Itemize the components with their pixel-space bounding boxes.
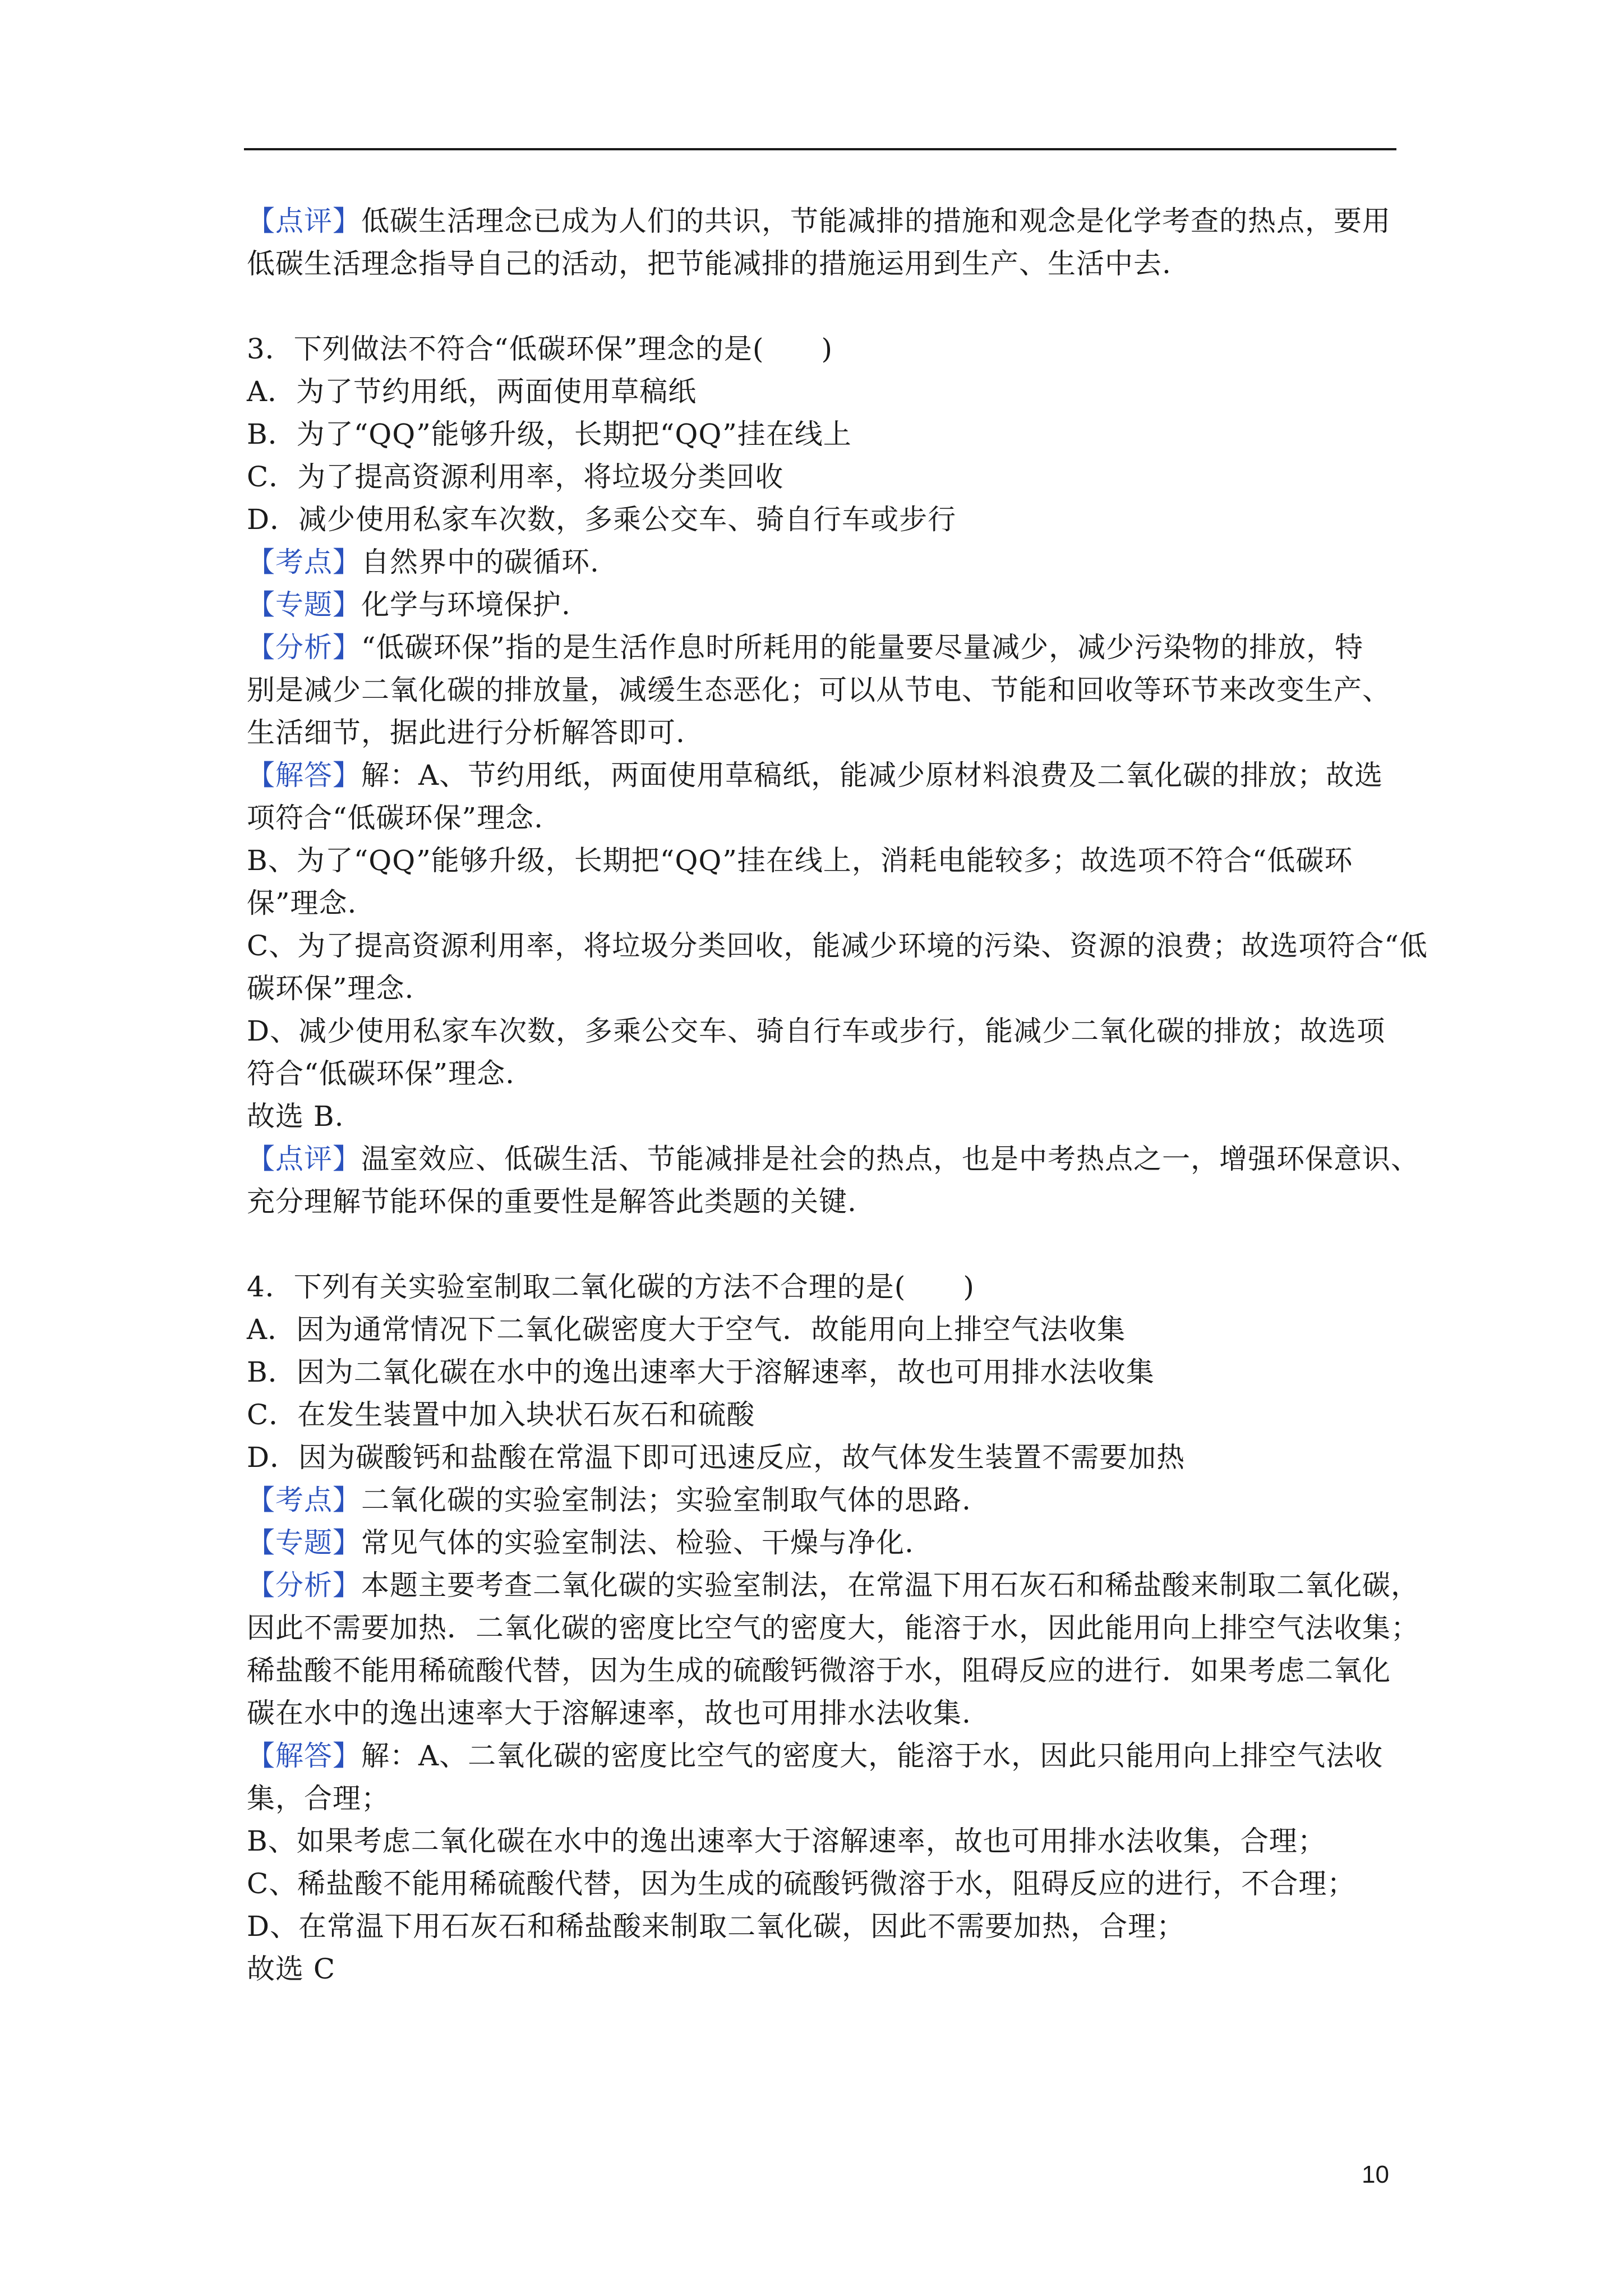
jieda-line: B、如果考虑二氧化碳在水中的逸出速率大于溶解速率，故也可用排水法收集，合理； [247,1825,1326,1857]
jieda-tag: 【解答】 [247,1740,361,1772]
jieda-line: C、为了提高资源利用率，将垃圾分类回收，能减少环境的污染、资源的浪费；故选项符合“低 [247,930,1428,962]
jieda-line: 【解答】解：A、二氧化碳的密度比空气的密度大，能溶于水，因此只能用向上排空气法收 [247,1740,1384,1772]
dianping-tag: 【点评】 [247,1143,361,1175]
kaodian-tag: 【考点】 [247,546,361,578]
answer-line: 故选 C [247,1953,336,1985]
zhuanti-line: 【专题】常见气体的实验室制法、检验、干燥与净化. [247,1526,914,1559]
dianping-line: 充分理解节能环保的重要性是解答此类题的关键. [247,1185,857,1218]
option-d: D．因为碳酸钙和盐酸在常温下即可迅速反应，故气体发生装置不需要加热 [247,1441,1186,1474]
option-b: B．为了“QQ”能够升级，长期把“QQ”挂在线上 [247,418,852,450]
jieda-tag: 【解答】 [247,759,361,792]
option-c: C．为了提高资源利用率，将垃圾分类回收 [247,461,784,493]
zhuanti-line: 【专题】化学与环境保护. [247,588,571,621]
jieda-line: 【解答】解：A、节约用纸，两面使用草稿纸，能减少原材料浪费及二氧化碳的排放；故选 [247,759,1384,792]
jieda-line: C、稀盐酸不能用稀硫酸代替，因为生成的硫酸钙微溶于水，阻碍反应的进行，不合理； [247,1867,1356,1900]
zhuanti-tag: 【专题】 [247,1526,361,1559]
question-stem: 4．下列有关实验室制取二氧化碳的方法不合理的是( ) [247,1271,975,1303]
fenxi-line: 稀盐酸不能用稀硫酸代替，因为生成的硫酸钙微溶于水，阻碍反应的进行．如果考虑二氧化 [247,1654,1391,1687]
fenxi-tag: 【分析】 [247,631,361,664]
option-a: A．因为通常情况下二氧化碳密度大于空气．故能用向上排空气法收集 [247,1313,1126,1346]
fenxi-line: 【分析】本题主要考查二氧化碳的实验室制法，在常温下用石灰石和稀盐酸来制取二氧化碳， [247,1569,1419,1602]
jieda-line: 符合“低碳环保”理念. [247,1057,515,1090]
kaodian-line: 【考点】自然界中的碳循环. [247,546,600,578]
option-d: D．减少使用私家车次数，多乘公交车、骑自行车或步行 [247,503,957,536]
jieda-line: 保”理念. [247,887,357,919]
option-c: C．在发生装置中加入块状石灰石和硫酸 [247,1398,755,1431]
jieda-line: 项符合“低碳环保”理念. [247,802,544,834]
zhuanti-tag: 【专题】 [247,588,361,621]
comment-line: 低碳生活理念指导自己的活动，把节能减排的措施运用到生产、生活中去. [247,247,1172,280]
kaodian-line: 【考点】二氧化碳的实验室制法；实验室制取气体的思路. [247,1484,971,1516]
jieda-line: 碳环保”理念. [247,972,414,1005]
page-number: 10 [1362,2161,1389,2188]
document-body [247,200,1428,1990]
comment-line: 低碳生活理念已成为人们的共识，节能减排的措施和观念是化学考查的热点，要用 [361,205,1391,237]
kaodian-tag: 【考点】 [247,1484,361,1516]
question-4 [247,1266,1419,1990]
header-rule [244,148,1396,150]
fenxi-line: 因此不需要加热．二氧化碳的密度比空气的密度大，能溶于水，因此能用向上排空气法收集； [247,1612,1419,1644]
comment-tag: 【点评】 [247,205,361,237]
option-b: B．因为二氧化碳在水中的逸出速率大于溶解速率，故也可用排水法收集 [247,1356,1155,1388]
fenxi-line: 碳在水中的逸出速率大于溶解速率，故也可用排水法收集. [247,1697,971,1729]
option-a: A．为了节约用纸，两面使用草稿纸 [247,375,697,408]
prev-comment [247,200,1396,285]
fenxi-line: 别是减少二氧化碳的排放量，减缓生态恶化；可以从节电、节能和回收等环节来改变生产、 [247,674,1391,706]
jieda-line: 集，合理； [247,1782,390,1815]
answer-line: 故选 B. [247,1100,344,1133]
question-3 [247,328,1428,1223]
fenxi-line: 生活细节，据此进行分析解答即可. [247,716,685,749]
jieda-line: B、为了“QQ”能够升级，长期把“QQ”挂在线上，消耗电能较多；故选项不符合“低碳环 [247,844,1353,877]
fenxi-tag: 【分析】 [247,1569,361,1602]
jieda-line: D、减少使用私家车次数，多乘公交车、骑自行车或步行，能减少二氧化碳的排放；故选项 [247,1015,1386,1047]
question-stem: 3．下列做法不符合“低碳环保”理念的是( ) [247,333,833,365]
dianping-line: 【点评】温室效应、低碳生活、节能减排是社会的热点，也是中考热点之一，增强环保意识、 [247,1143,1419,1175]
jieda-line: D、在常温下用石灰石和稀盐酸来制取二氧化碳，因此不需要加热，合理； [247,1910,1186,1943]
fenxi-line: 【分析】“低碳环保”指的是生活作息时所耗用的能量要尽量减少，减少污染物的排放，特 [247,631,1364,664]
